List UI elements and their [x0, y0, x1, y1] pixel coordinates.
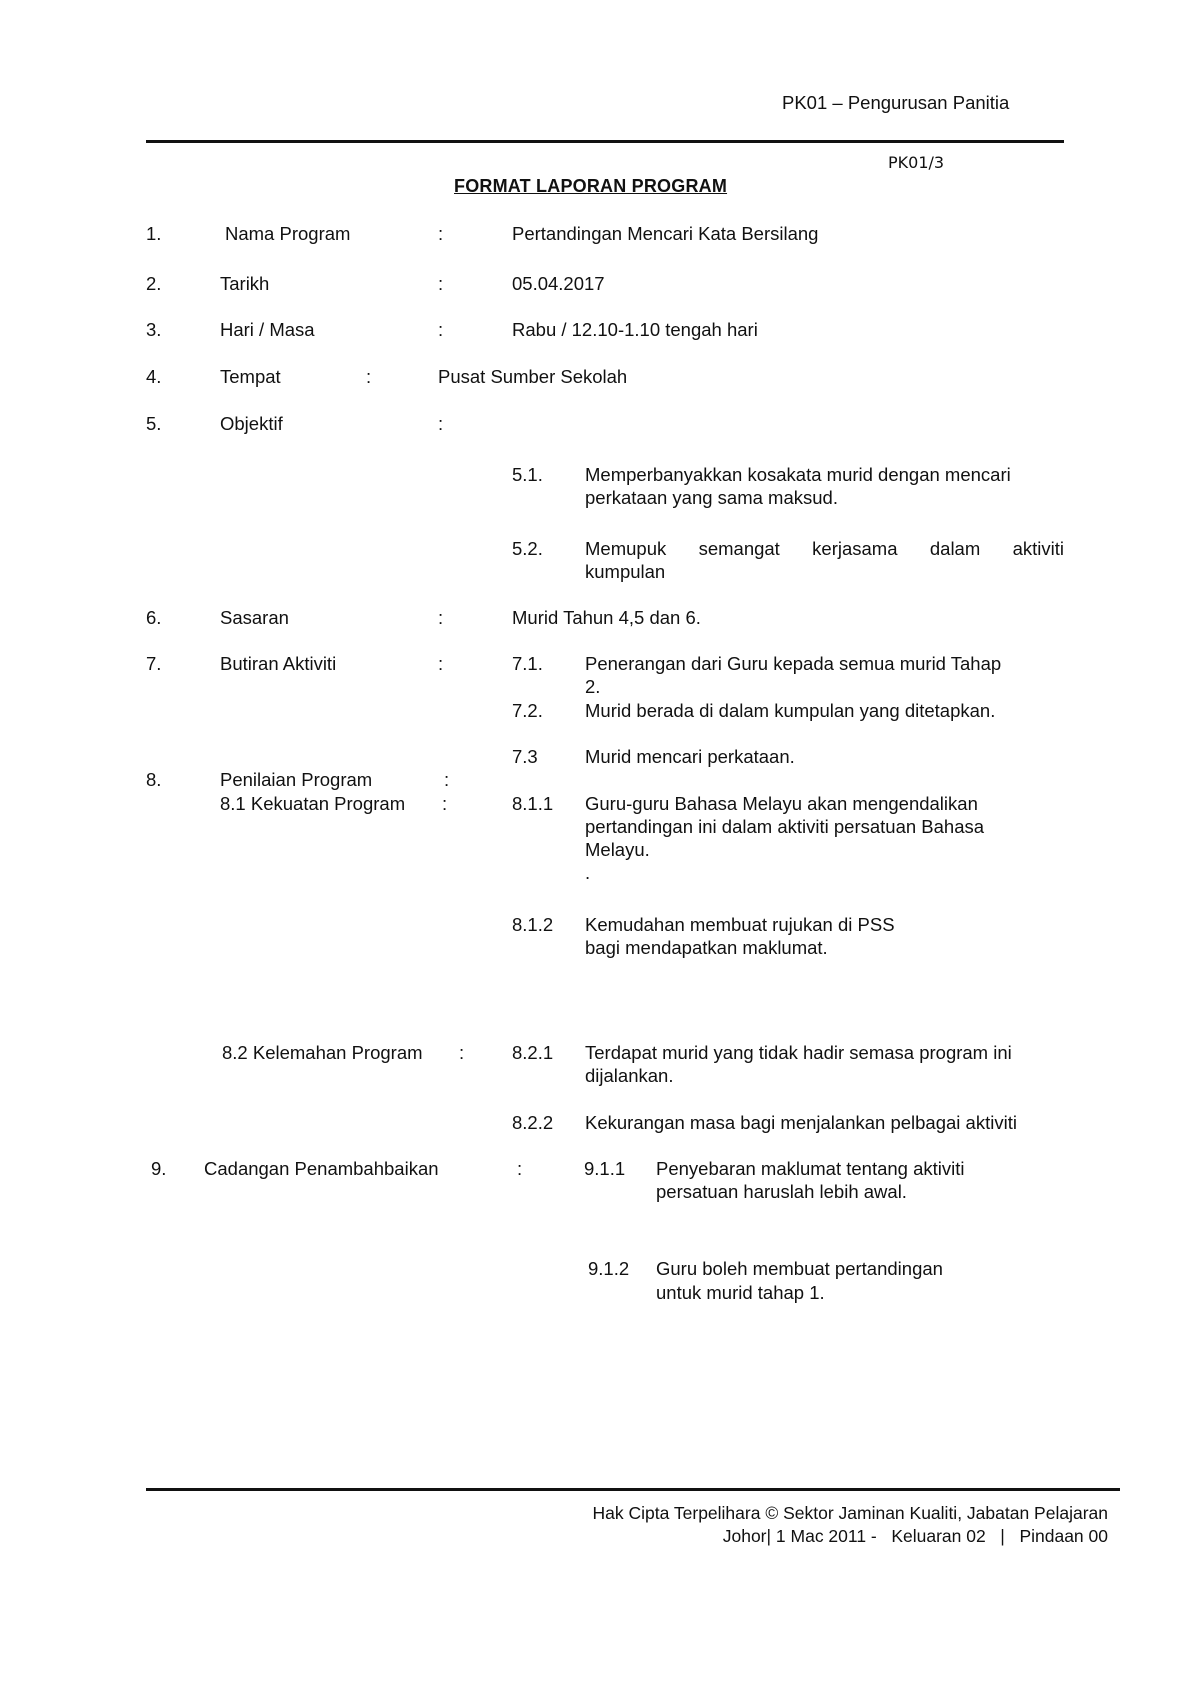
- sub-item-text: .: [585, 862, 591, 883]
- sub-item-number: 7.2.: [512, 700, 543, 721]
- field-label: Sasaran: [220, 607, 289, 628]
- sub-item-number: 9.1.2: [588, 1258, 630, 1279]
- footer-release: Johor| 1 Mac 2011 - Keluaran 02 | Pindaan 00: [722, 1526, 1108, 1546]
- sub-item-text: Guru-guru Bahasa Melayu akan mengendalikan: [585, 793, 978, 814]
- item-number: 9.: [151, 1158, 167, 1179]
- item-number: 1.: [146, 223, 162, 244]
- field-colon: :: [438, 607, 444, 628]
- field-label: Tempat: [220, 366, 281, 387]
- item-number: 5.: [146, 413, 162, 434]
- sub-item-number: 5.2.: [512, 538, 543, 559]
- field-colon: :: [517, 1158, 523, 1179]
- sub-item-text: Memperbanyakkan kosakata murid dengan mencari: [585, 464, 1011, 485]
- field-label: Tarikh: [220, 273, 270, 294]
- sub-item-number: 8.1.1: [512, 793, 554, 814]
- header-rule: [146, 140, 1064, 143]
- sub-item-text: 2.: [585, 676, 601, 697]
- field-colon: :: [438, 653, 444, 674]
- field-label: Objektif: [220, 413, 283, 434]
- sub-item-text: perkataan yang sama maksud.: [585, 487, 838, 508]
- item-number: 4.: [146, 366, 162, 387]
- field-value: Murid Tahun 4,5 dan 6.: [512, 607, 701, 628]
- field-label: Nama Program: [225, 223, 351, 244]
- field-colon: :: [444, 769, 450, 790]
- field-value: Pertandingan Mencari Kata Bersilang: [512, 223, 819, 244]
- field-colon: :: [366, 366, 372, 387]
- field-colon: :: [459, 1042, 465, 1063]
- sub-item-text: Kekurangan masa bagi menjalankan pelbagai aktiviti: [585, 1112, 1017, 1133]
- sub-item-text: persatuan haruslah lebih awal.: [656, 1181, 907, 1202]
- sub-item-text: Terdapat murid yang tidak hadir semasa program ini: [585, 1042, 1012, 1063]
- field-value: 05.04.2017: [512, 273, 605, 294]
- sub-item-text: untuk murid tahap 1.: [656, 1282, 825, 1303]
- sub-item-text: Guru boleh membuat pertandingan: [656, 1258, 943, 1279]
- form-code: PK01/3: [888, 153, 945, 172]
- running-header: PK01 – Pengurusan Panitia: [782, 92, 1010, 113]
- sub-item-number: 8.2.1: [512, 1042, 554, 1063]
- item-number: 8.: [146, 769, 162, 790]
- page-title: FORMAT LAPORAN PROGRAM: [454, 176, 728, 196]
- sub-item-text: kumpulan: [585, 561, 666, 582]
- sub-item-text: Murid mencari perkataan.: [585, 746, 795, 767]
- sub-item-number: 9.1.1: [584, 1158, 626, 1179]
- field-label: Penilaian Program: [220, 769, 373, 790]
- field-label: Butiran Aktiviti: [220, 653, 337, 674]
- item-number: 3.: [146, 319, 162, 340]
- sub-field-label: 8.2 Kelemahan Program: [222, 1042, 423, 1063]
- sub-item-number: 8.1.2: [512, 914, 554, 935]
- sub-item-text: Melayu.: [585, 839, 650, 860]
- sub-item-text: bagi mendapatkan maklumat.: [585, 937, 828, 958]
- field-value: Pusat Sumber Sekolah: [438, 366, 628, 387]
- sub-item-text: dijalankan.: [585, 1065, 674, 1086]
- sub-item-text: Kemudahan membuat rujukan di PSS: [585, 914, 895, 935]
- field-label: Cadangan Penambahbaikan: [204, 1158, 439, 1179]
- field-colon: :: [438, 413, 444, 434]
- sub-item-text: pertandingan ini dalam aktiviti persatuan Bahasa: [585, 816, 985, 837]
- field-colon: :: [438, 223, 444, 244]
- field-value: Rabu / 12.10-1.10 tengah hari: [512, 319, 758, 340]
- field-colon: :: [442, 793, 448, 814]
- field-colon: :: [438, 273, 444, 294]
- sub-item-text: Penyebaran maklumat tentang aktiviti: [656, 1158, 965, 1179]
- item-number: 6.: [146, 607, 162, 628]
- item-number: 7.: [146, 653, 162, 674]
- sub-field-label: 8.1 Kekuatan Program: [220, 793, 406, 814]
- sub-item-number: 8.2.2: [512, 1112, 554, 1133]
- sub-item-number: 7.3: [512, 746, 538, 767]
- sub-item-text: Memupuk semangat kerjasama dalam aktiviti: [585, 538, 1064, 559]
- field-label: Hari / Masa: [220, 319, 315, 340]
- field-colon: :: [438, 319, 444, 340]
- item-number: 2.: [146, 273, 162, 294]
- sub-item-number: 7.1.: [512, 653, 543, 674]
- sub-item-text: Penerangan dari Guru kepada semua murid Tahap: [585, 653, 1002, 674]
- sub-item-text: Murid berada di dalam kumpulan yang ditetapkan.: [585, 700, 996, 721]
- footer-copyright: Hak Cipta Terpelihara © Sektor Jaminan Kualiti, Jabatan Pelajaran: [592, 1503, 1108, 1523]
- sub-item-number: 5.1.: [512, 464, 543, 485]
- footer-rule: [146, 1488, 1120, 1491]
